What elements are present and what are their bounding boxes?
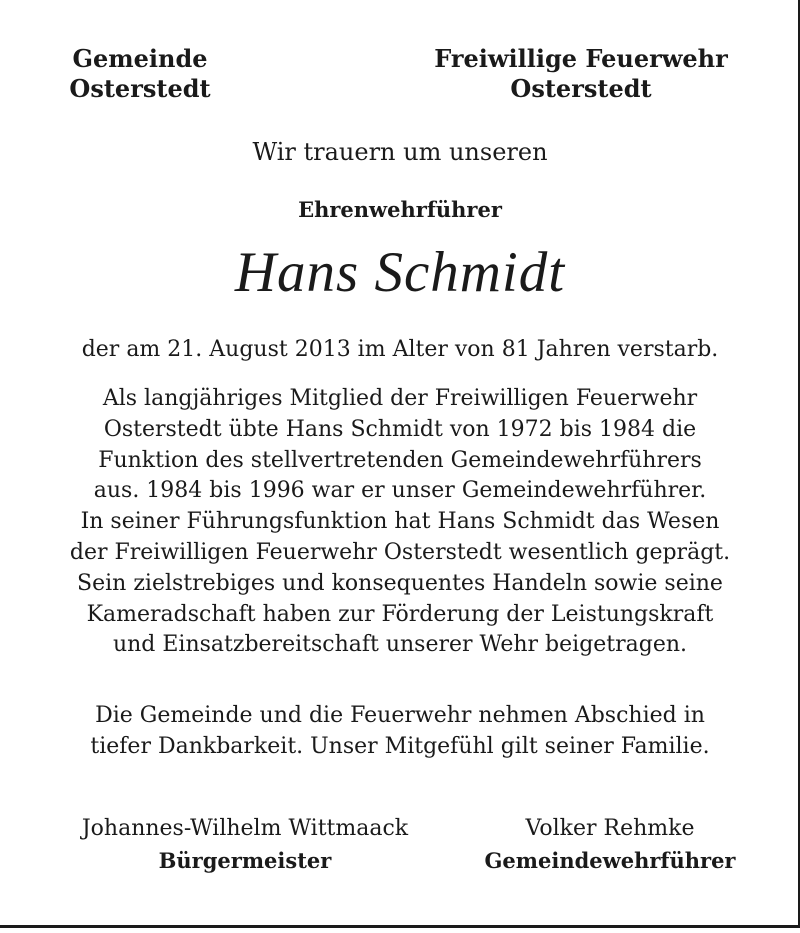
signature-name: Johannes-Wilhelm Wittmaack — [81, 816, 409, 841]
header-fire-brigade-line: Osterstedt — [510, 74, 652, 103]
farewell-paragraph — [0, 701, 800, 763]
tribute-line: Sein zielstrebiges und konsequentes Handeln sowie seine — [77, 570, 723, 596]
signature-name: Volker Rehmke — [525, 816, 695, 841]
tribute-line: der Freiwilligen Feuerwehr Osterstedt wesentlich geprägt. — [69, 539, 731, 565]
signature-role: Gemeindewehrführer — [484, 848, 736, 873]
death-statement: der am 21. August 2013 im Alter von 81 Jahren verstarb. — [81, 337, 719, 362]
deceased-title: Ehrenwehrführer — [298, 197, 502, 222]
header-municipality-line: Osterstedt — [69, 74, 211, 103]
tribute-paragraph — [0, 384, 800, 661]
tribute-line: Kameradschaft haben zur Förderung der Leistungskraft — [86, 601, 714, 627]
tribute-line: und Einsatzbereitschaft unserer Wehr beigetragen. — [112, 632, 688, 658]
farewell-line: tiefer Dankbarkeit. Unser Mitgefühl gilt seiner Familie. — [90, 733, 710, 759]
mourning-intro: Wir trauern um unseren — [252, 138, 548, 166]
header-municipality-line: Gemeinde — [72, 44, 208, 73]
signature-mayor — [50, 813, 440, 877]
signature-fire-chief — [455, 813, 765, 877]
tribute-line: In seiner Führungsfunktion hat Hans Schmidt das Wesen — [80, 509, 720, 535]
header-fire-brigade-line: Freiwillige Feuerwehr — [434, 44, 728, 73]
tribute-line: aus. 1984 bis 1996 war er unser Gemeindewehrführer. — [93, 478, 707, 504]
header-municipality — [60, 44, 220, 104]
deceased-name: Hans Schmidt — [234, 241, 566, 304]
signature-role: Bürgermeister — [158, 848, 332, 873]
tribute-line: Funktion des stellvertretenden Gemeindewehrführers — [98, 447, 702, 473]
farewell-line: Die Gemeinde und die Feuerwehr nehmen Abschied in — [95, 703, 705, 728]
tribute-line: Als langjähriges Mitglied der Freiwilligen Feuerwehr — [102, 386, 698, 411]
tribute-line: Osterstedt übte Hans Schmidt von 1972 bis 1984 die — [103, 416, 697, 442]
header-fire-brigade — [412, 44, 750, 104]
